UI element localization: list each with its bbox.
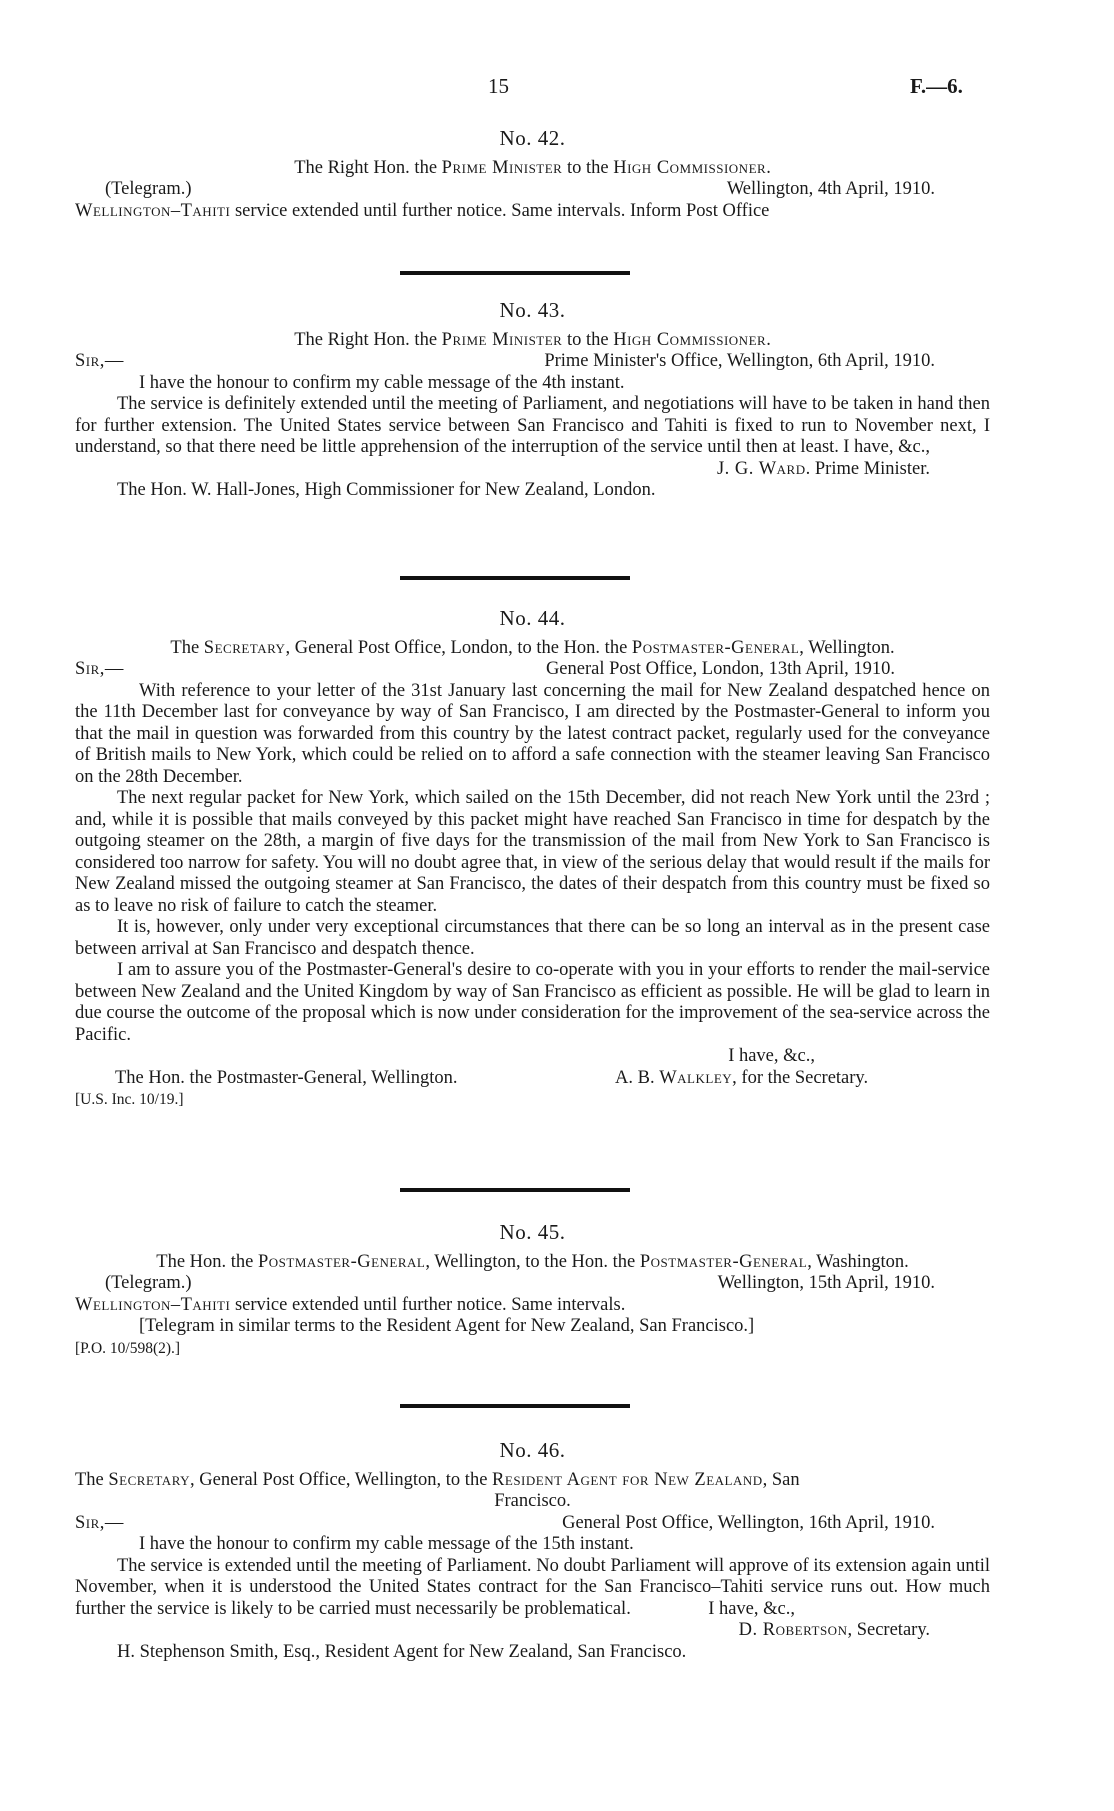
title-from: Secretary [203,637,286,658]
section-number: No. 46. [499,1438,566,1462]
section-divider [400,271,630,275]
title-from: Prime Minister [441,329,563,350]
signature [615,1068,868,1090]
document-code: F.—6. [910,74,963,98]
title-text: The [75,1469,109,1490]
addressee: The Hon. W. Hall-Jones, High Commissioner for New Zealand, London. [117,480,656,500]
title-text: , Wellington. [799,637,895,658]
title-text: The Hon. the [156,1251,258,1272]
date: Wellington, 4th April, 1910. [726,179,935,199]
telegram-label: (Telegram.) [105,1273,192,1293]
paragraph: I am to assure you of the Postmaster-General's desire to co-operate with you in your efforts to render the mail-service between New Zealand and the United Kingdom by way of San Francisco as efficient as possible. He will be glad to learn in due course the outcome of the proposal which is now under consideration for the improvement of the sea-service across the Pacific. [75,960,990,1045]
dateline [75,351,990,373]
paragraph: The service is extended until the meeting of Parliament. No doubt Parliament will approve of its extension again until November, when it is understood the United States contract for the San Francisco–Tahiti service runs out. How much further the service is likely to be carried must necessarily be problematical. [75,1555,990,1619]
signature [75,1620,990,1642]
title-text: . [766,329,771,350]
section-title [75,1252,990,1274]
title-text: , General Post Office, Wellington, to the [190,1469,493,1490]
title-to: High Commissioner [613,157,767,178]
body-text: service extended until further notice. Same intervals. [230,1294,626,1315]
date: Wellington, 15th April, 1910. [717,1273,935,1293]
paragraph: I have the honour to confirm my cable message of the 15th instant. [139,1534,634,1554]
section-number: No. 44. [499,606,566,630]
signature [75,459,990,481]
signatory-name: D. Robertson [738,1620,848,1640]
title-text: , Wellington, to the Hon. the [425,1251,640,1272]
page-number: 15 [488,74,509,98]
salutation: Sir,— [75,1512,124,1533]
telegram-body [75,1295,990,1317]
salutation: Sir,— [75,351,124,371]
title-from: Secretary [108,1469,191,1490]
section-divider [400,576,630,580]
title-to: Resident Agent for New Zealand [492,1469,763,1490]
address-date: Prime Minister's Office, Wellington, 6th April, 1910. [544,351,935,371]
section-number: No. 43. [499,298,566,322]
title-to: Postmaster-General [639,1251,808,1272]
dateline [75,179,990,201]
title-text: to the [562,157,614,178]
signatory-title: , Secretary. [847,1620,930,1640]
body-text: service extended until further notice. Same intervals. Inform Post Office [230,200,770,221]
section-divider [400,1188,630,1192]
signatory-title: , for the Secretary. [732,1067,869,1088]
title-to: High Commissioner [613,329,767,350]
title-from: Postmaster-General [258,1251,426,1272]
section-46 [75,1440,990,1663]
section-title [75,158,990,180]
section-number: No. 45. [499,1220,566,1244]
section-44 [75,608,990,1111]
address-date: General Post Office, London, 13th April, 1910. [545,659,895,679]
signatory-name: J. G. Ward [716,458,806,479]
title-text: , San [762,1469,800,1490]
section-title [75,638,990,660]
reference: [P.O. 10/598(2).] [75,1339,181,1357]
title-text: The Right Hon. the [294,329,442,350]
paragraph: It is, however, only under very exceptional circumstances that there can be so long an interval as in the present case between arrival at San Francisco and despatch thence. [75,917,990,959]
section-45 [75,1222,990,1359]
dateline [75,1513,990,1535]
title-text: The Right Hon. the [294,157,442,178]
closing: I have, &c., [708,1598,795,1619]
signatory-title: . Prime Minister. [805,458,930,479]
title-text: . [766,157,771,178]
title-to: Postmaster-General [631,637,800,658]
title-text: , Washington. [807,1251,909,1272]
addressee: H. Stephenson Smith, Esq., Resident Agent for New Zealand, San Francisco. [117,1641,687,1662]
reference: [U.S. Inc. 10/19.] [75,1091,184,1108]
telegram-body [75,201,990,223]
section-title-continued: Francisco. [494,1491,571,1511]
title-text: to the [562,329,614,350]
paragraph: With reference to your letter of the 31st January last concerning the mail for New Zealand despatched hence on the 11th December last for conveyance by way of San Francisco, I am directed by the Postmaster-General to inform you that the mail in question was forwarded from this country by the latest contract packet, regularly used for the conveyance of British mails to New York, which could be relied on to afford a safe connection with the steamer leaving San Francisco on the 28th December. [75,680,990,787]
section-title [75,330,990,352]
telegram-label: (Telegram.) [105,179,192,199]
dateline [75,659,990,681]
section-divider [400,1404,630,1408]
closing: I have, &c., [728,1046,815,1066]
signature-row [75,1068,990,1090]
signatory-name: Walkley [659,1067,733,1088]
note: [Telegram in similar terms to the Resident Agent for New Zealand, San Francisco.] [139,1316,755,1336]
title-from: Prime Minister [441,157,563,178]
route-name: Wellington–Tahiti [75,1294,231,1315]
title-text: , General Post Office, London, to the Hon. the [285,637,632,658]
route-name: Wellington–Tahiti [75,200,231,221]
paragraph: The next regular packet for New York, which sailed on the 15th December, did not reach New York until the 23rd ; and, while it is possible that mails conveyed by this packet might have reached San Francisco in time for despatch by the outgoing steamer on the 28th, a margin of five days for the transmission of the mail from New York to San Francisco is considered too narrow for safety. You will no doubt agree that, in view of the serious delay that would result if the mails for New Zealand missed the outgoing steamer at San Francisco, the dates of their despatch from this country must be fixed so as to leave no risk of failure to catch the steamer. [75,788,990,916]
salutation: Sir,— [75,659,124,679]
paragraph: The service is definitely extended until the meeting of Parliament, and negotiations will have to be taken in hand then for further extension. The United States service between San Francisco and Tahiti is fixed to run to November next, I understand, so that there need be little apprehension of the interruption of the service until then at least. [75,394,990,457]
paragraph: I have the honour to confirm my cable message of the 4th instant. [139,372,625,393]
section-42 [75,128,990,222]
address-date: General Post Office, Wellington, 16th April, 1910. [562,1512,935,1533]
page-header [0,76,1114,104]
title-text: The [170,637,204,658]
section-title [75,1470,990,1492]
dateline [75,1273,990,1295]
closing: I have, &c., [843,437,930,457]
section-number: No. 42. [499,126,566,150]
section-43 [75,300,990,502]
addressee: The Hon. the Postmaster-General, Wellington. [115,1067,458,1088]
signatory-initials: A. B. [615,1067,660,1088]
